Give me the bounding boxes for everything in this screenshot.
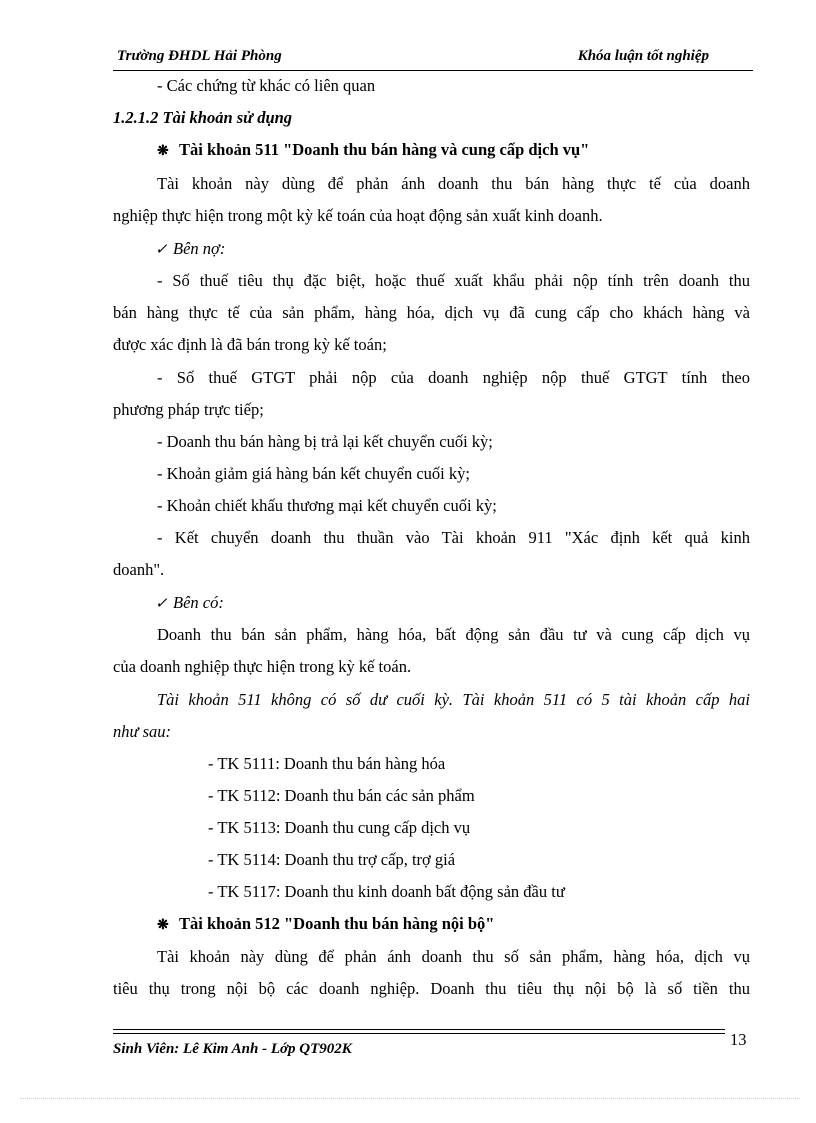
paragraph-line: tiêu thụ trong nội bộ các doanh nghiệp. Doanh thu tiêu thụ nội bộ là số tiền thu [113,979,750,998]
sub-account-item: - TK 5112: Doanh thu bán các sản phẩm [208,786,475,805]
paragraph-line: Tài khoản này dùng để phản ánh doanh thu số sản phẩm, hàng hóa, dịch vụ [157,947,750,966]
paragraph-line: - Khoản chiết khấu thương mại kết chuyển cuối kỳ; [157,496,497,515]
checkmark-icon: ✓ [155,596,168,612]
heading-tk512 [157,908,794,942]
page-number: 13 [730,1030,747,1049]
page-break-line [20,1098,800,1099]
paragraph-line: Doanh thu bán sản phẩm, hàng hóa, bất động sản đầu tư và cung cấp dịch vụ [157,625,750,644]
paragraph-line: - Số thuế tiêu thụ đặc biệt, hoặc thuế xuất khẩu phải nộp tính trên doanh thu [157,271,750,290]
footer-rule-top [113,1029,725,1030]
sub-account-item: - TK 5114: Doanh thu trợ cấp, trợ giá [208,850,456,869]
ben-co-label: Bên có: [173,593,224,612]
paragraph-line: - Số thuế GTGT phải nộp của doanh nghiệp nộp thuế GTGT tính theo [157,368,750,387]
paragraph-line: Tài khoản 511 không có số dư cuối kỳ. Tài khoản 511 có 5 tài khoản cấp hai [157,690,750,709]
footer-student: Sinh Viên: Lê Kim Anh - Lớp QT902K [113,1041,352,1057]
footer-rule-bottom [113,1033,725,1034]
paragraph-line: nghiệp thực hiện trong một kỳ kế toán của hoạt động sản xuất kinh doanh. [113,206,603,225]
paragraph-line: được xác định là đã bán trong kỳ kế toán; [113,335,387,354]
checkmark-icon: ✓ [155,242,168,258]
paragraph-line: - Doanh thu bán hàng bị trả lại kết chuyển cuối kỳ; [157,432,493,451]
paragraph-line: - Khoản giảm giá hàng bán kết chuyển cuối kỳ; [157,464,470,483]
heading-tk512-text: Tài khoản 512 "Doanh thu bán hàng nội bộ" [179,914,495,933]
paragraph-line: của doanh nghiệp thực hiện trong kỳ kế toán. [113,657,412,676]
paragraph-line: Tài khoản này dùng để phản ánh doanh thu bán hàng thực tế của doanh [157,174,750,193]
ben-no-heading [155,233,792,266]
asterism-icon: ❋ [157,144,169,159]
sub-account-item: - TK 5111: Doanh thu bán hàng hóa [208,754,446,773]
paragraph-line: bán hàng thực tế của sản phẩm, hàng hóa, dịch vụ đã cung cấp cho khách hàng và [113,303,750,322]
header-school: Trường ĐHDL Hải Phòng [117,48,282,64]
heading-tk511 [157,134,794,168]
page-header [113,48,753,70]
paragraph-line: doanh". [113,560,165,579]
paragraph-other-documents: - Các chứng từ khác có liên quan [157,76,376,95]
paragraph-line: như sau: [113,722,172,741]
section-heading: 1.2.1.2 Tài khoản sử dụng [113,108,293,127]
asterism-icon: ❋ [157,918,169,933]
paragraph-line: - Kết chuyển doanh thu thuần vào Tài khoản 911 "Xác định kết quả kinh [157,528,750,547]
heading-tk511-text: Tài khoản 511 "Doanh thu bán hàng và cung cấp dịch vụ" [179,140,590,159]
ben-no-label: Bên nợ: [173,239,226,258]
sub-account-item: - TK 5113: Doanh thu cung cấp dịch vụ [208,818,471,837]
sub-account-item: - TK 5117: Doanh thu kinh doanh bất động sản đầu tư [208,882,565,901]
header-thesis: Khóa luận tốt nghiệp [577,48,709,64]
paragraph-line: phương pháp trực tiếp; [113,400,264,419]
ben-co-heading [155,587,792,620]
